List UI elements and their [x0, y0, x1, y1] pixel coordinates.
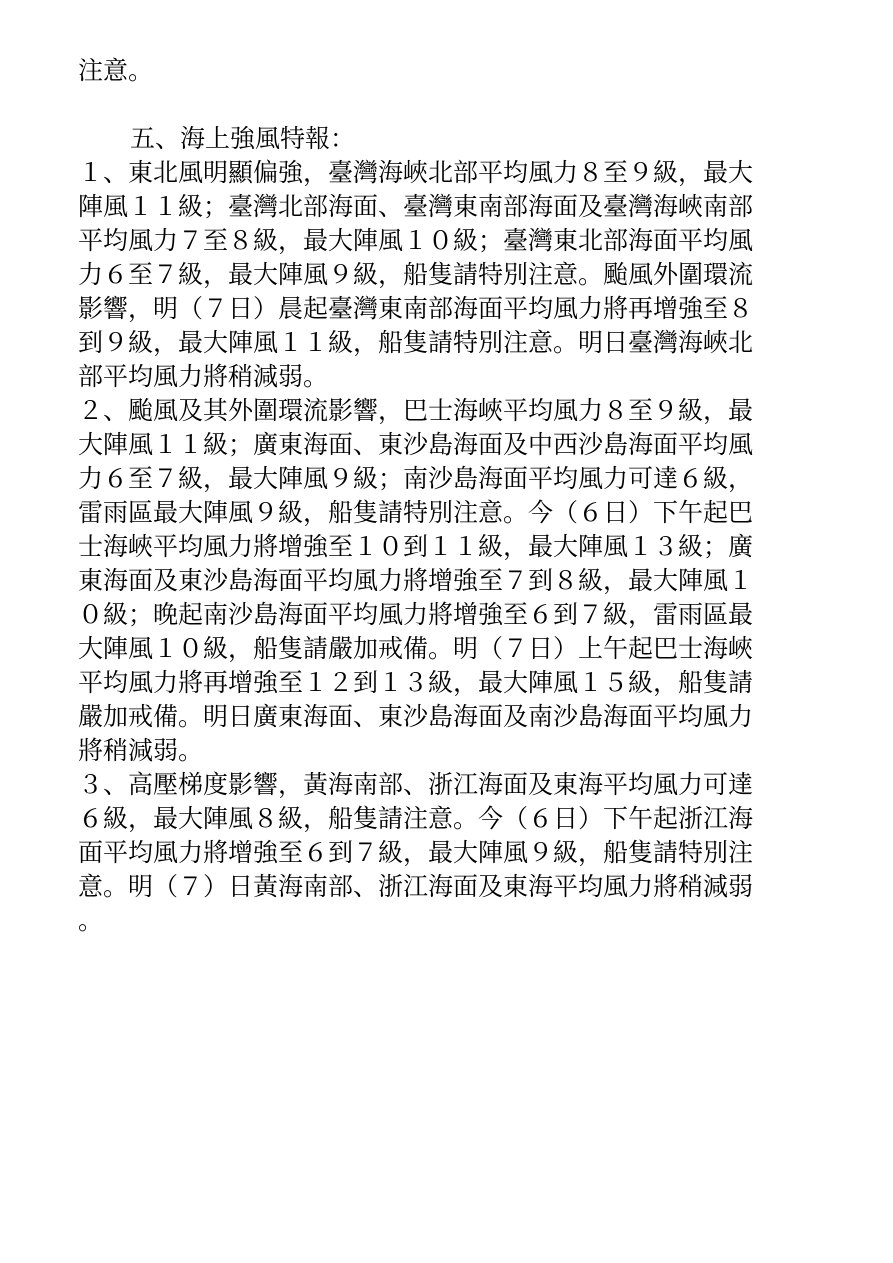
paragraph-2-line-1: ２、颱風及其外圍環流影響，巴士海峽平均風力８至９級，最: [78, 396, 754, 425]
paragraph-2-line-3: 力６至７級，最大陣風９級；南沙島海面平均風力可達６級，: [78, 464, 754, 493]
paragraph-2-line-8: 大陣風１０級，船隻請嚴加戒備。明（７日）上午起巴士海峽: [78, 634, 754, 663]
paragraph-3-line-2: ６級，最大陣風８級，船隻請注意。今（６日）下午起浙江海: [78, 804, 754, 833]
paragraph-3-line-5: 。: [78, 906, 104, 935]
paragraph-1-line-4: 力６至７級，最大陣風９級，船隻請特別注意。颱風外圍環流: [78, 260, 754, 289]
paragraph-2-line-6: 東海面及東沙島海面平均風力將增強至７到８級，最大陣風１: [78, 566, 754, 595]
paragraph-3-line-3: 面平均風力將增強至６到７級，最大陣風９級，船隻請特別注: [78, 838, 754, 867]
section-heading-marine-wind-warning: 五、海上強風特報：: [130, 124, 356, 153]
paragraph-2-line-7: ０級；晚起南沙島海面平均風力將增強至６到７級，雷雨區最: [78, 600, 754, 629]
paragraph-2-line-4: 雷雨區最大陣風９級，船隻請特別注意。今（６日）下午起巴: [78, 498, 754, 527]
paragraph-1-line-1: １、東北風明顯偏強，臺灣海峽北部平均風力８至９級，最大: [78, 158, 754, 187]
paragraph-2-line-10: 嚴加戒備。明日廣東海面、東沙島海面及南沙島海面平均風力: [78, 702, 754, 731]
paragraph-2-line-2: 大陣風１１級；廣東海面、東沙島海面及中西沙島海面平均風: [78, 430, 754, 459]
paragraph-1-line-6: 到９級，最大陣風１１級，船隻請特別注意。明日臺灣海峽北: [78, 328, 754, 357]
paragraph-3-line-1: ３、高壓梯度影響，黃海南部、浙江海面及東海平均風力可達: [78, 770, 754, 799]
paragraph-1-line-5: 影響，明（７日）晨起臺灣東南部海面平均風力將再增強至８: [78, 294, 754, 323]
paragraph-2-line-5: 士海峽平均風力將增強至１０到１１級，最大陣風１３級；廣: [78, 532, 754, 561]
paragraph-3-line-4: 意。明（７）日黃海南部、浙江海面及東海平均風力將稍減弱: [78, 872, 754, 901]
paragraph-2-line-11: 將稍減弱。: [78, 736, 204, 765]
paragraph-1-line-2: 陣風１１級；臺灣北部海面、臺灣東南部海面及臺灣海峽南部: [78, 192, 754, 221]
paragraph-2-line-9: 平均風力將再增強至１２到１３級，最大陣風１５級，船隻請: [78, 668, 754, 697]
paragraph-1-line-3: 平均風力７至８級，最大陣風１０級；臺灣東北部海面平均風: [78, 226, 754, 255]
paragraph-1-line-7: 部平均風力將稍減弱。: [78, 362, 329, 391]
text-line-continuation: 注意。: [78, 56, 154, 85]
